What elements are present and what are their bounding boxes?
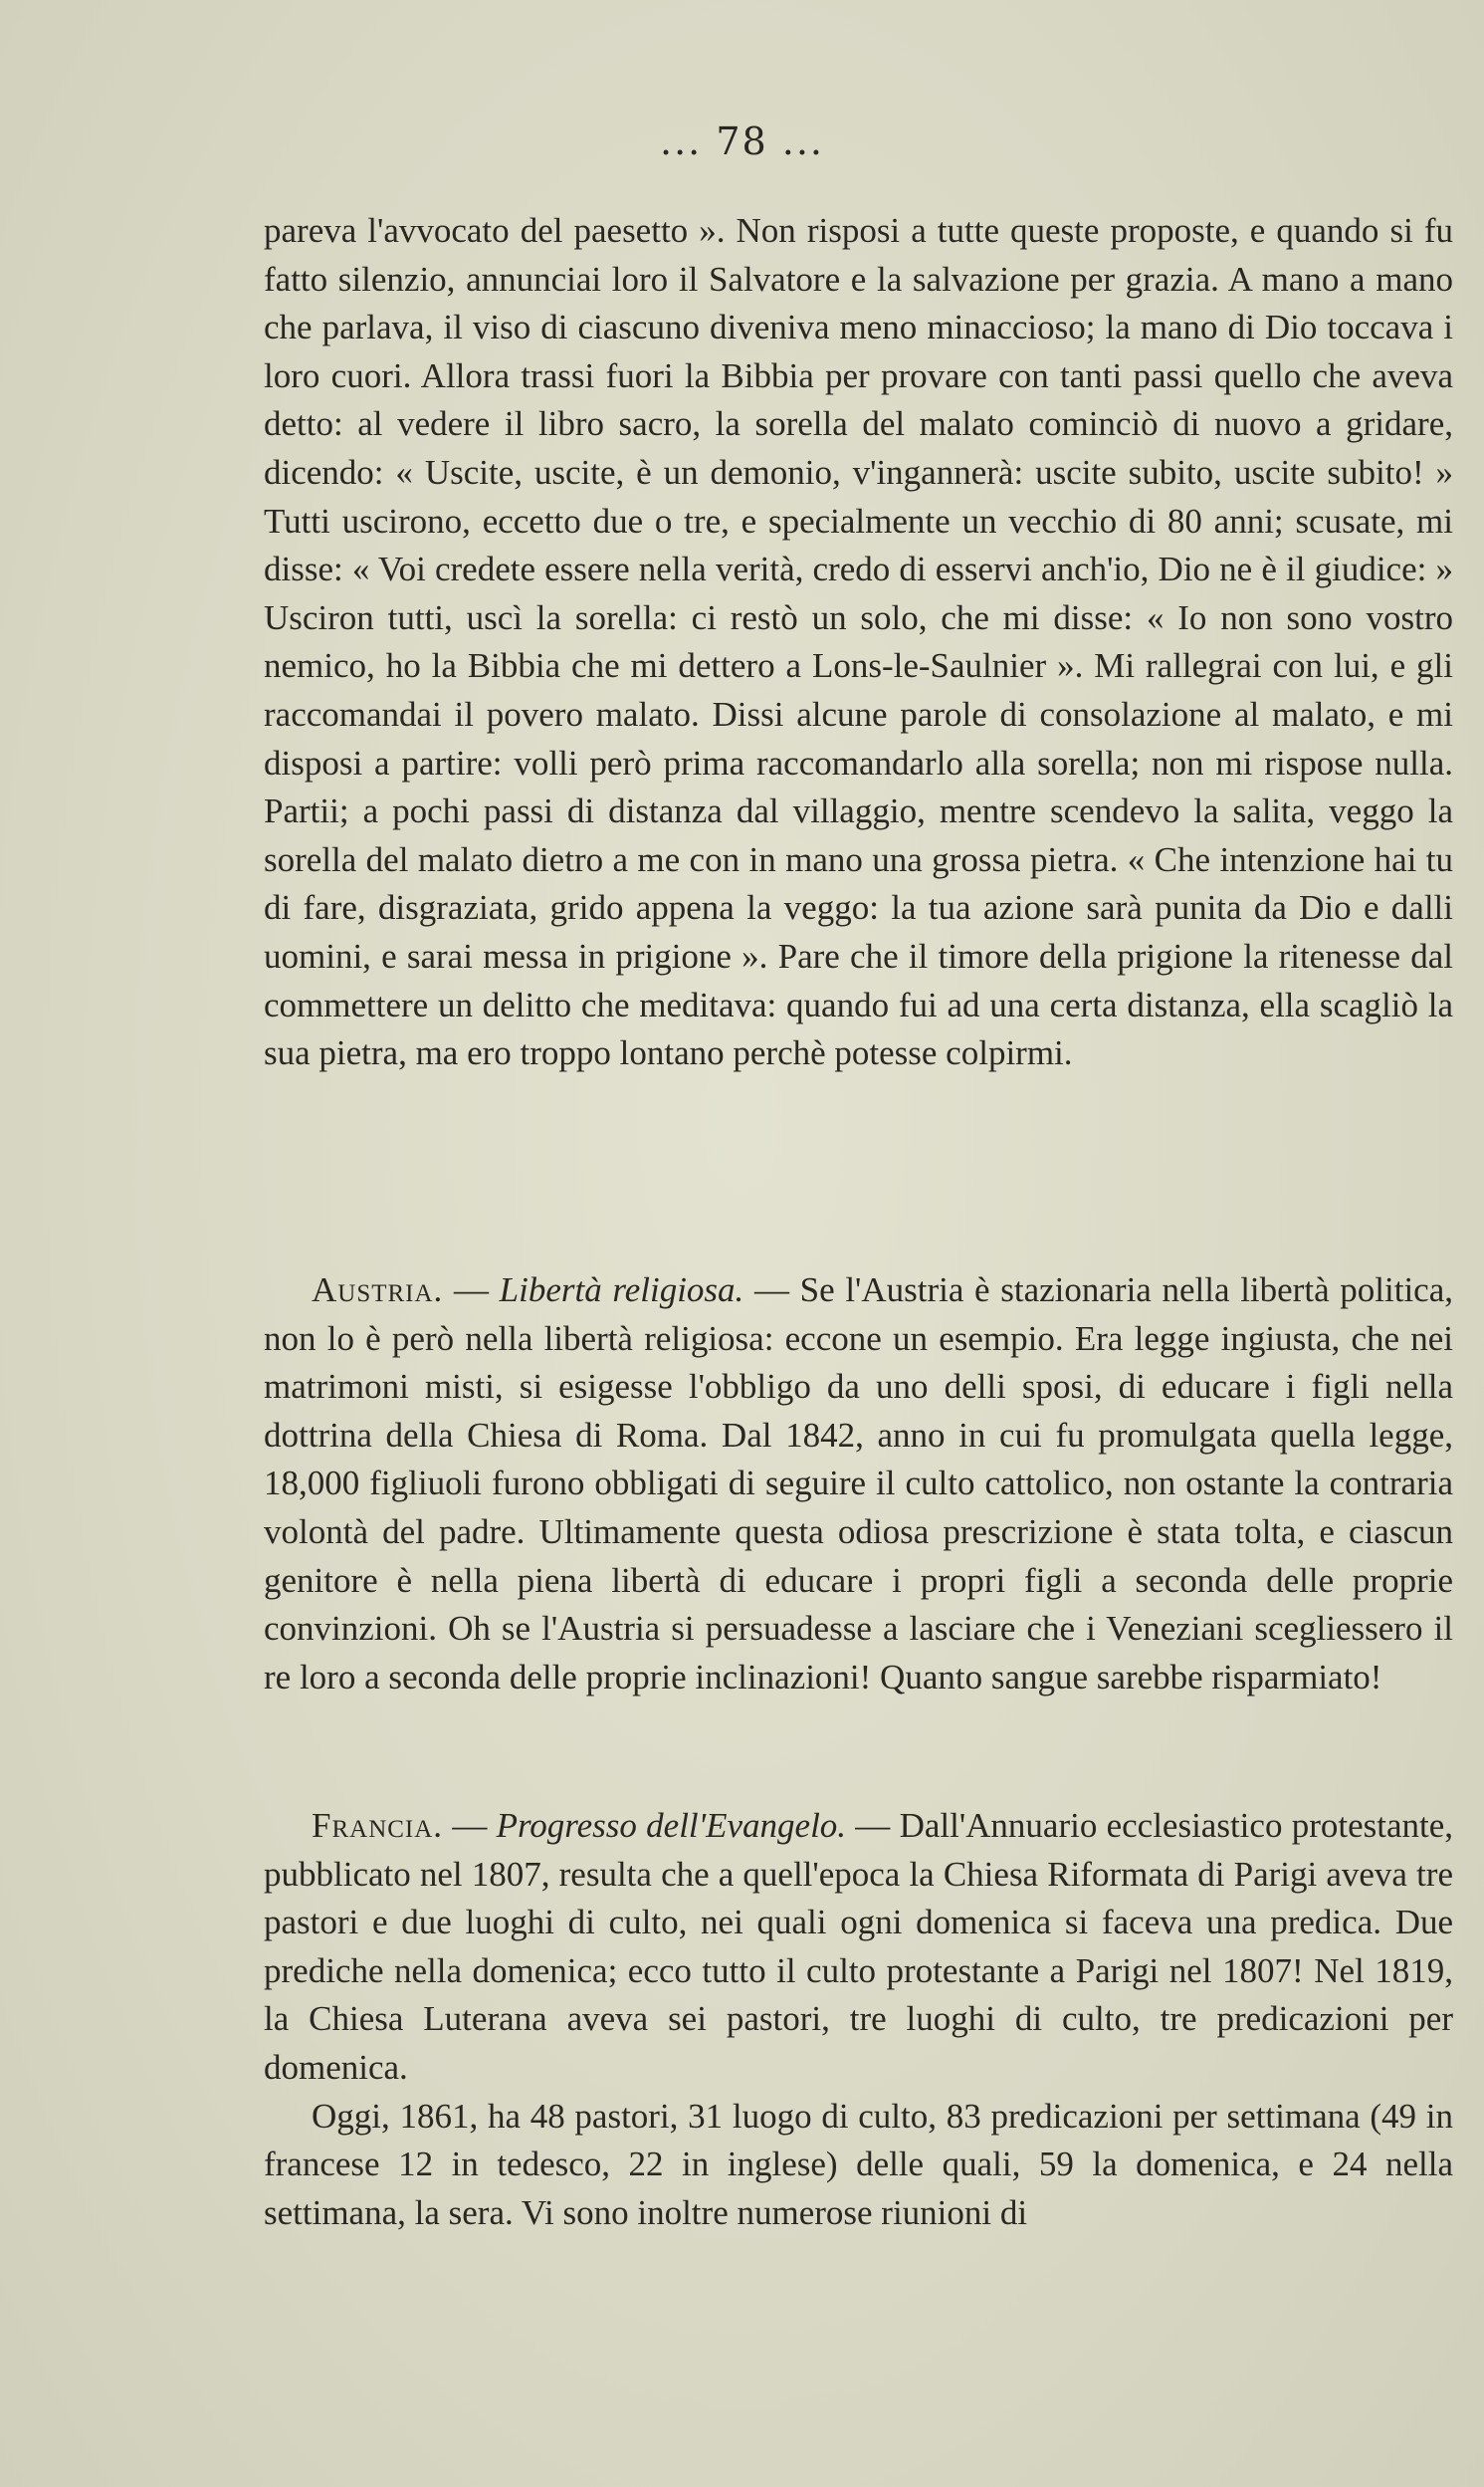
francia-paragraph (264, 1802, 1453, 2093)
francia-dash-1: — (443, 1806, 497, 1845)
francia-paragraph-2: Oggi, 1861, ha 48 pastori, 31 luogo di culto, 83 predicazioni per settimana (49 in francese 12 in tedesco, 22 in inglese) delle quali, 59 la domenica, e 24 nella settimana, la sera. Vi sono inoltre numerose riunioni di (264, 2096, 1453, 2232)
francia-heading: Francia. (312, 1806, 444, 1845)
francia-body: Dall'Annuario ecclesiastico protestante, pubblicato nel 1807, resulta che a quell'epoca la Chiesa Riformata di Parigi aveva tre pastori e due luoghi di culto, nei quali ogni domenica si faceva una predica. Due prediche nella domenica; ecco tutto il culto protestante a Parigi nel 1807! Nel 1819, la Chiesa Luterana aveva sei pastori, tre luoghi di culto, tre predicazioni per domenica. (264, 1806, 1454, 2087)
austria-dash-1: — (443, 1270, 500, 1309)
francia-subtitle: Progresso dell'Evangelo. (496, 1806, 847, 1845)
austria-body: Se l'Austria è stazionaria nella libertà politica, non lo è però nella libertà religiosa: eccone un esempio. Era legge ingiusta, che nei matrimoni misti, si esigesse l'obbligo da uno delli sposi, di educare i figli nella dottrina della Chiesa di Roma. Dal 1842, anno in cui fu promulgata quella legge, 18,000 figliuoli furono obbligati di seguire il culto cattolico, non ostante la contraria volontà del padre. Ultimamente questa odiosa prescrizione è stata tolta, e ciascun genitore è nella piena libertà di educare i propri figli a seconda delle proprie convinzioni. Oh se l'Austria si persuadesse a lasciare che i Veneziani scegliessero il re loro a seconda delle proprie inclinazioni! Quanto sangue sarebbe risparmiato! (264, 1270, 1453, 1696)
austria-paragraph (264, 1266, 1453, 1701)
section-francia (264, 1802, 1453, 2237)
paragraph-narrative: pareva l'avvocato del paesetto ». Non risposi a tutte queste proposte, e quando si fu fatto silenzio, annunciai loro il Salvatore e la salvazione per grazia. A mano a mano che parlava, il viso di ciascuno diveniva meno minaccioso; la mano di Dio toccava i loro cuori. Allora trassi fuori la Bibbia per provare con tanti passi quello che aveva detto: al vedere il libro sacro, la sorella del malato cominciò di nuovo a gridare, dicendo: « Uscite, uscite, è un demonio, v'ingannerà: uscite subito, uscite subito! » Tutti uscirono, eccetto due o tre, e specialmente un vecchio di 80 anni; scusate, mi disse: « Voi credete essere nella verità, credo di esservi anch'io, Dio ne è il giudice: » Usciron tutti, uscì la sorella: ci restò un solo, che mi disse: « Io non sono vostro nemico, ho la Bibbia che mi dettero a Lons-le-Saulnier ». Mi rallegrai con lui, e gli raccomandai il povero malato. Dissi alcune parole di consolazione al malato, e mi disposi a partire: volli però prima raccomandarlo alla sorella; non mi rispose nulla. Partii; a pochi passi di distanza dal villaggio, mentre scendevo la salita, veggo la sorella del malato dietro a me con in mano una grossa pietra. « Che intenzione hai tu di fare, disgraziata, grido appena la veggo: la tua azione sarà punita da Dio e dalli uomini, e sarai messa in prigione ». Pare che il timore della prigione la ritenesse dal commettere un delitto che meditava: quando fui ad una certa distanza, ella scagliò la sua pietra, ma ero troppo lontano perchè potesse colpirmi. (264, 211, 1453, 1073)
austria-subtitle: Libertà religiosa. (499, 1270, 744, 1309)
austria-dash-2: — (743, 1270, 800, 1309)
page-number: ... 78 ... (660, 119, 824, 163)
francia-dash-2: — (846, 1806, 900, 1845)
section-austria (264, 1266, 1453, 1701)
austria-heading: Austria. (312, 1270, 444, 1309)
narrative-block (264, 207, 1453, 1078)
